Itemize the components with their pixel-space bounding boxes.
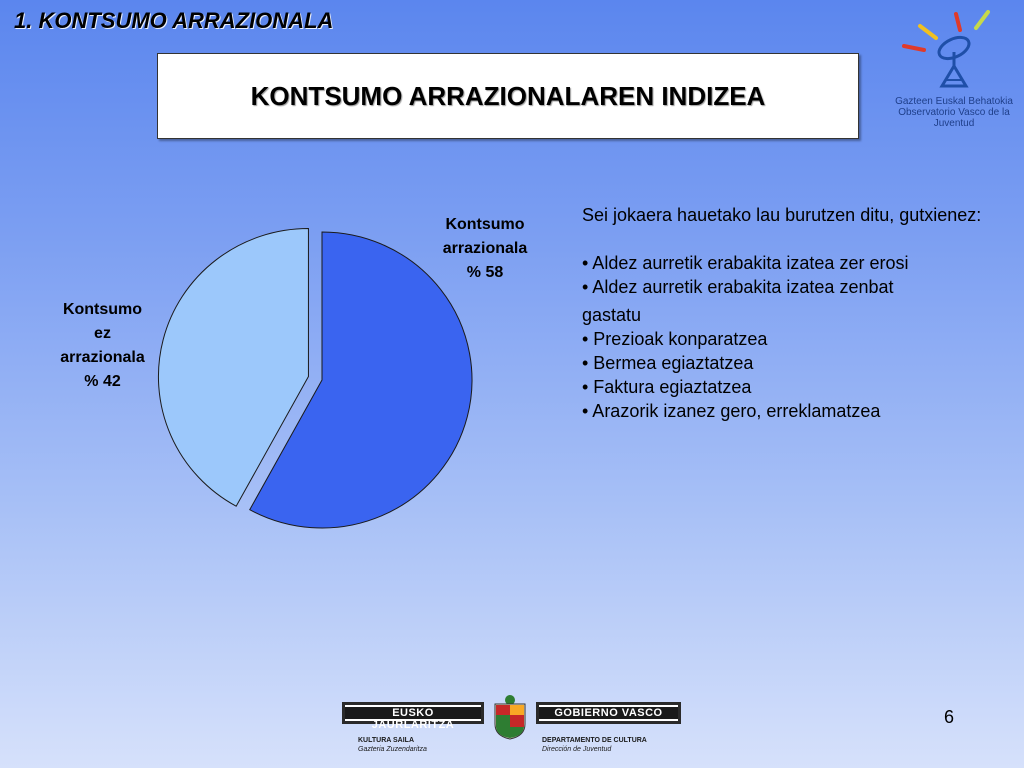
label-rational-line2: arrazionala — [442, 240, 528, 257]
label-irrational-line1: Kontsumo — [62, 301, 143, 318]
list-item: • Arazorik izanez gero, erreklamatzea — [582, 401, 881, 421]
basque-coat-of-arms-icon — [490, 694, 530, 740]
list-item: • Aldez aurretik erabakita izatea zenbat — [582, 277, 894, 297]
department-eu-name: KULTURA SAILA — [358, 737, 414, 744]
list-item: • Prezioak konparatzea — [582, 329, 768, 349]
department-eu — [358, 736, 427, 754]
observatory-logo-text — [884, 96, 1024, 129]
label-rational-line1: Kontsumo — [445, 216, 525, 233]
label-rational — [420, 213, 550, 285]
list-item-continuation: gastatu — [582, 305, 642, 325]
observatory-name-eu: Gazteen Euskal Behatokia — [895, 96, 1013, 107]
description-block — [582, 203, 982, 423]
page-number: 6 — [944, 707, 955, 727]
behavior-list — [582, 251, 982, 423]
government-logo — [340, 694, 685, 760]
section-title: 1. KONTSUMO ARRAZIONALA — [14, 8, 334, 33]
department-es — [542, 736, 647, 754]
list-item: • Bermea egiaztatzea — [582, 353, 754, 373]
government-name-eu: EUSKO JAURLARITZA — [345, 707, 481, 719]
department-eu-sub: Gazteria Zuzendaritza — [358, 746, 427, 753]
list-item: • Faktura egiaztatzea — [582, 377, 752, 397]
description-intro: Sei jokaera hauetako lau burutzen ditu, gutxienez: — [582, 205, 982, 225]
label-irrational-line2: ez — [94, 325, 111, 342]
list-item: • Aldez aurretik erabakita izatea zer erosi — [582, 253, 909, 273]
label-irrational — [40, 298, 165, 394]
slide-title: KONTSUMO ARRAZIONALAREN INDIZEA — [250, 80, 766, 111]
observatory-name-es: Observatorio Vasco de la Juventud — [898, 107, 1010, 129]
government-name-es: GOBIERNO VASCO — [539, 707, 678, 719]
department-es-name: DEPARTAMENTO DE CULTURA — [542, 737, 647, 744]
label-rational-value: % 58 — [466, 264, 504, 281]
government-name-eu-bar — [342, 702, 484, 731]
department-es-sub: Dirección de Juventud — [542, 746, 612, 753]
label-irrational-value: % 42 — [84, 373, 121, 390]
government-name-es-bar — [536, 702, 681, 724]
label-irrational-line3: arrazionala — [60, 349, 145, 366]
